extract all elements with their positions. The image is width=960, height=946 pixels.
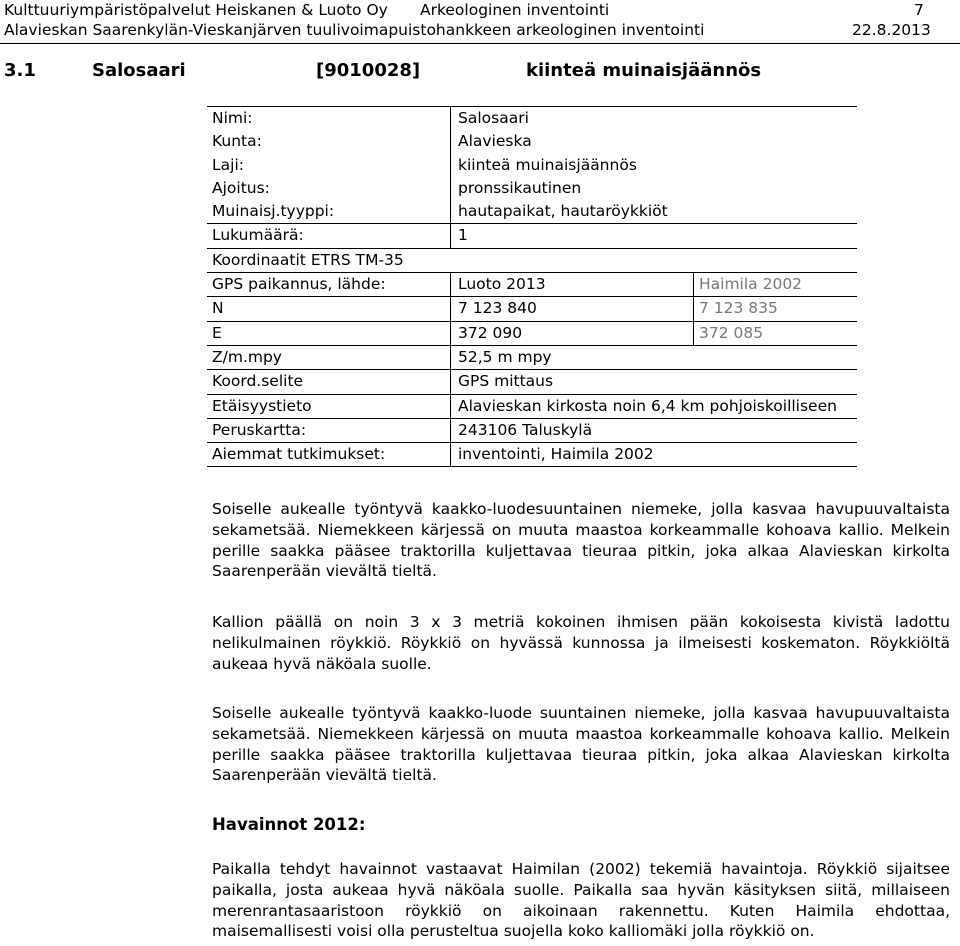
info-value: Luoto 2013 xyxy=(458,275,546,294)
info-label: Aiemmat tutkimukset: xyxy=(212,445,386,464)
info-row-n xyxy=(207,297,857,321)
info-row-municipality xyxy=(207,130,857,153)
info-value: kiinteä muinaisjäännös xyxy=(458,155,637,174)
info-label: GPS paikannus, lähde: xyxy=(212,275,386,294)
info-value: 372 090 xyxy=(458,323,523,342)
info-table xyxy=(207,106,857,467)
info-row-type xyxy=(207,154,857,177)
info-row-coord-method xyxy=(207,370,857,394)
info-row-count xyxy=(207,224,857,248)
info-row-site-type xyxy=(207,200,857,224)
info-value: 52,5 m mpy xyxy=(458,347,552,366)
info-row-earlier-research xyxy=(207,443,857,467)
info-label: Kunta: xyxy=(212,132,262,151)
info-row-elevation xyxy=(207,346,857,370)
info-row-coordinates-heading xyxy=(207,249,857,273)
info-label: Muinaisj.tyyppi: xyxy=(212,202,335,221)
header-doc-type: Arkeologinen inventointi xyxy=(420,1,610,19)
info-value: hautapaikat, hautaröykkiöt xyxy=(458,202,668,221)
header-company: Kulttuuriympäristöpalvelut Heiskanen & Luoto Oy xyxy=(4,1,388,19)
header-rule xyxy=(0,43,960,44)
info-row-e xyxy=(207,322,857,346)
observations-heading: Havainnot 2012: xyxy=(212,815,366,834)
info-label: Lukumäärä: xyxy=(212,226,304,245)
paragraph-observations: Paikalla tehdyt havainnot vastaavat Haimilan (2002) tekemiä havaintoja. Röykkiö sijaitsee paikalla, josta aukeaa hyvä näköala suolle. Paikalla saa hyvän käsityksen siitä, millaiseen merenrantasaaristoon röykkiö on aikoinaan rakennettu. Kuten Haimila ehdottaa, maisemallisesti voisi olla perusteltua suojella koko kalliomäki jolla röykkiö on. xyxy=(212,860,950,941)
info-value: GPS mittaus xyxy=(458,372,554,391)
info-row-distance xyxy=(207,395,857,419)
info-label: Laji: xyxy=(212,155,244,174)
info-label: Peruskartta: xyxy=(212,420,307,439)
info-label: Z/m.mpy xyxy=(212,347,282,366)
paragraph-description-2: Soiselle aukealle työntyvä kaakko-luode suuntainen niemeke, jolla kasvaa havupuuvaltaista sekametsää. Niemekkeen kärjessä on muuta maastoa korkeammalle kohoava kallio. Melkein perille saakka pääsee traktorilla kuljettavaa tieuraa pitkin, joka alkaa Alavieskan kirkolta Saarenperään vievältä tieltä. xyxy=(212,704,950,785)
info-label: Etäisyystieto xyxy=(212,396,312,415)
info-value: 7 123 840 xyxy=(458,299,537,318)
info-value: Alavieska xyxy=(458,132,532,151)
section-number: 3.1 xyxy=(4,60,36,81)
info-value: Alavieskan kirkosta noin 6,4 km pohjoiskoilliseen xyxy=(458,396,837,415)
section-code: [9010028] xyxy=(316,60,421,81)
info-label: Koordinaatit ETRS TM-35 xyxy=(212,250,404,269)
info-extra: 372 085 xyxy=(699,323,764,342)
info-value: inventointi, Haimila 2002 xyxy=(458,445,654,464)
info-label: Koord.selite xyxy=(212,372,304,391)
section-name: Salosaari xyxy=(92,60,186,81)
header-page-number: 7 xyxy=(914,1,924,19)
header-date: 22.8.2013 xyxy=(852,21,931,39)
info-extra: 7 123 835 xyxy=(699,299,778,318)
paragraph-cairn: Kallion päällä on noin 3 x 3 metriä kokoinen ihmisen pään kokoisesta kivistä ladottu nelikulmainen röykkiö. Röykkiö on hyvässä kunnossa ja ilmeisesti koskematon. Röykkiöltä aukeaa hyvä näköala suolle. xyxy=(212,613,950,673)
section-category: kiinteä muinaisjäännös xyxy=(526,60,762,81)
info-value: Salosaari xyxy=(458,109,529,127)
info-row-gps-source xyxy=(207,273,857,297)
info-label: N xyxy=(212,299,224,318)
info-row-name xyxy=(207,107,857,130)
info-value: 243106 Taluskylä xyxy=(458,420,593,439)
info-extra: Haimila 2002 xyxy=(699,275,803,294)
info-value: 1 xyxy=(458,226,468,245)
info-row-dating xyxy=(207,177,857,200)
info-label: Ajoitus: xyxy=(212,178,270,197)
info-label: Nimi: xyxy=(212,109,253,127)
header-project: Alavieskan Saarenkylän-Vieskanjärven tuulivoimapuistohankkeen arkeologinen inventointi xyxy=(4,21,705,39)
info-value: pronssikautinen xyxy=(458,178,582,197)
info-label: E xyxy=(212,323,222,342)
info-row-base-map xyxy=(207,419,857,443)
paragraph-description-1: Soiselle aukealle työntyvä kaakko-luodesuuntainen niemeke, jolla kasvaa havupuuvaltaista sekametsää. Niemekkeen kärjessä on muuta maastoa korkeammalle kohoava kallio. Melkein perille saakka pääsee traktorilla kuljettavaa tieuraa pitkin, joka alkaa Alavieskan kirkolta Saarenperään vievältä tieltä. xyxy=(212,500,950,581)
